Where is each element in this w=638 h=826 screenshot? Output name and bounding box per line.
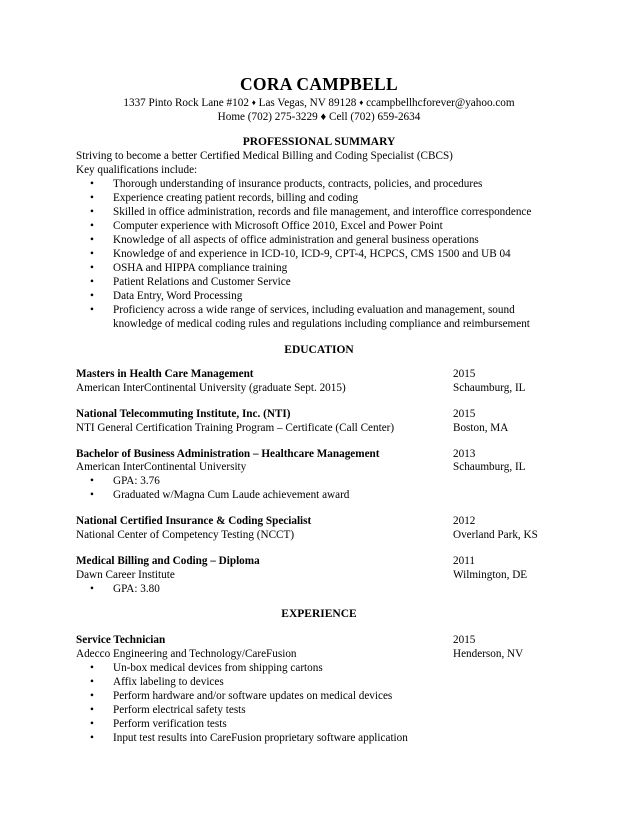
summary-heading: PROFESSIONAL SUMMARY — [242, 136, 396, 148]
school-name: Dawn Career Institute — [76, 569, 175, 581]
school-location: Boston, MA — [453, 422, 509, 434]
degree-year: 2013 — [453, 448, 476, 460]
bullet-icon: • — [90, 220, 94, 232]
bullet-icon: • — [90, 262, 94, 274]
job-location: Henderson, NV — [453, 648, 524, 660]
degree-title: Masters in Health Care Management — [76, 368, 254, 380]
list-item: Input test results into CareFusion proprietary software application — [113, 732, 408, 744]
school-name: American InterContinental University (graduate Sept. 2015) — [76, 382, 346, 394]
bullet-icon: • — [90, 290, 94, 302]
list-item: Knowledge of and experience in ICD-10, ICD-9, CPT-4, HCPCS, CMS 1500 and UB 04 — [113, 248, 511, 260]
bullet-icon: • — [90, 234, 94, 246]
school-name: NTI General Certification Training Program – Certificate (Call Center) — [76, 422, 395, 434]
experience-heading: EXPERIENCE — [281, 608, 357, 620]
school-name: National Center of Competency Testing (NCCT) — [76, 529, 295, 541]
job-year: 2015 — [453, 634, 476, 646]
school-location: Overland Park, KS — [453, 529, 538, 541]
list-item: Graduated w/Magna Cum Laude achievement award — [113, 489, 350, 501]
list-item: Computer experience with Microsoft Office 2010, Excel and Power Point — [113, 220, 443, 232]
bullet-icon: • — [90, 489, 94, 501]
education-heading: EDUCATION — [284, 344, 354, 356]
list-item: Data Entry, Word Processing — [113, 290, 243, 302]
degree-title: Medical Billing and Coding – Diploma — [76, 555, 260, 567]
list-item: Un-box medical devices from shipping cartons — [113, 662, 323, 674]
diamond-separator-icon: ♦ — [251, 98, 256, 107]
bullet-icon: • — [90, 206, 94, 218]
summary-objective: Striving to become a better Certified Medical Billing and Coding Specialist (CBCS) — [76, 150, 453, 162]
degree-year: 2015 — [453, 368, 476, 380]
diamond-separator-icon: ♦ — [359, 98, 364, 107]
city-state-zip: Las Vegas, NV 89128 — [258, 97, 357, 109]
list-item: Proficiency across a wide range of services, including evaluation and management, sound — [113, 304, 515, 316]
list-item: Thorough understanding of insurance products, contracts, policies, and procedures — [113, 178, 483, 190]
degree-title: National Certified Insurance & Coding Specialist — [76, 515, 312, 527]
list-item-continuation: knowledge of medical coding rules and regulations including compliance and reimbursement — [113, 318, 530, 330]
list-item: Perform electrical safety tests — [113, 704, 246, 716]
list-item: Knowledge of all aspects of office administration and general business operations — [113, 234, 479, 246]
bullet-icon: • — [90, 276, 94, 288]
bullet-icon: • — [90, 690, 94, 702]
bullet-icon: • — [90, 732, 94, 744]
applicant-name: CORA CAMPBELL — [239, 74, 398, 94]
summary-qualifications-label: Key qualifications include: — [76, 164, 198, 176]
list-item: Perform verification tests — [113, 718, 227, 730]
bullet-icon: • — [90, 192, 94, 204]
list-item: Perform hardware and/or software updates on medical devices — [113, 690, 393, 702]
degree-title: Bachelor of Business Administration – Healthcare Management — [76, 448, 380, 460]
phone-line: Home (702) 275-3229 ♦ Cell (702) 659-2634 — [217, 111, 421, 123]
bullet-icon: • — [90, 718, 94, 730]
degree-year: 2011 — [453, 555, 475, 567]
list-item: OSHA and HIPPA compliance training — [113, 262, 288, 274]
list-item: GPA: 3.80 — [113, 583, 160, 595]
degree-title: National Telecommuting Institute, Inc. (NTI) — [76, 408, 291, 420]
school-name: American InterContinental University — [76, 461, 247, 473]
degree-year: 2015 — [453, 408, 476, 420]
bullet-icon: • — [90, 248, 94, 260]
list-item: GPA: 3.76 — [113, 475, 160, 487]
degree-year: 2012 — [453, 515, 476, 527]
school-location: Schaumburg, IL — [453, 382, 526, 394]
bullet-icon: • — [90, 178, 94, 190]
bullet-icon: • — [90, 676, 94, 688]
school-location: Schaumburg, IL — [453, 461, 526, 473]
bullet-icon: • — [90, 704, 94, 716]
bullet-icon: • — [90, 475, 94, 487]
list-item: Affix labeling to devices — [113, 676, 224, 688]
bullet-icon: • — [90, 583, 94, 595]
job-title: Service Technician — [76, 634, 166, 646]
list-item: Patient Relations and Customer Service — [113, 276, 291, 288]
list-item: Skilled in office administration, records and file management, and interoffice correspondence — [113, 206, 532, 218]
email-address: ccampbellhcforever@yahoo.com — [366, 97, 515, 109]
bullet-icon: • — [90, 662, 94, 674]
company-name: Adecco Engineering and Technology/CareFusion — [76, 648, 297, 660]
street-address: 1337 Pinto Rock Lane #102 — [123, 97, 249, 109]
list-item: Experience creating patient records, billing and coding — [113, 192, 359, 204]
bullet-icon: • — [90, 304, 94, 316]
contact-address-line — [0, 97, 638, 109]
school-location: Wilmington, DE — [453, 569, 528, 581]
